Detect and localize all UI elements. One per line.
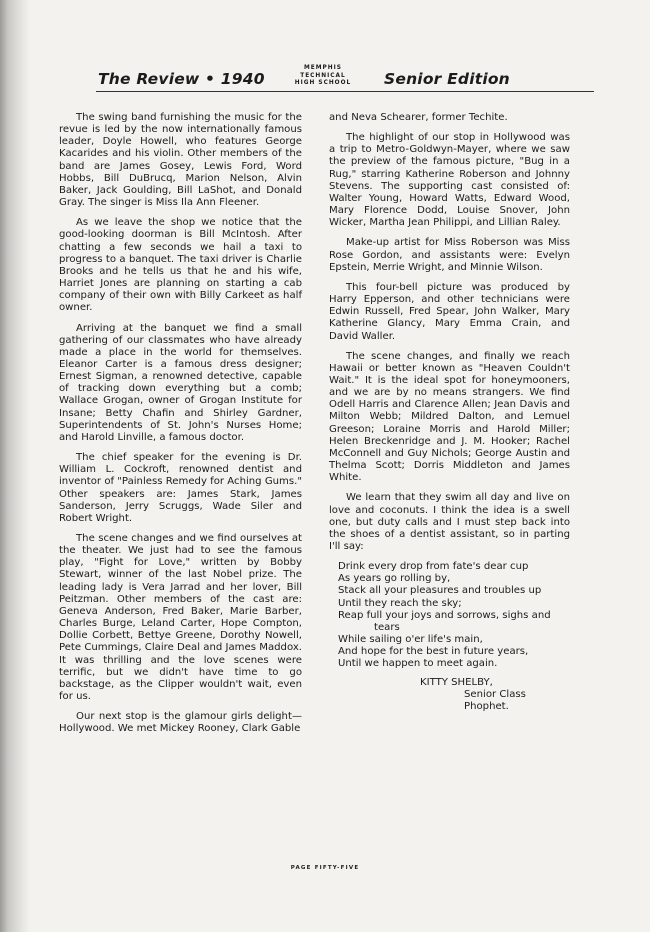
paragraph: Make-up artist for Miss Roberson was Miss Rose Gordon, and assistants were: Evelyn Epstein, Merrie Wright, and Minnie Wilson. xyxy=(329,237,570,273)
poem-line: Until we happen to meet again. xyxy=(338,658,498,670)
paragraph-continuation: and Neva Schearer, former Techite. xyxy=(329,112,508,123)
poem-line: Stack all your pleasures and troubles up xyxy=(338,585,542,597)
paragraph: This four-bell picture was produced by Harry Epperson, and other technicians were Edwin Russell, Fred Spear, John Walker, Mary Katherine Glancy, Mary Emma Crain, and David Waller. xyxy=(329,281,570,342)
paragraph: The highlight of our stop in Hollywood was a trip to Metro-Goldwyn-Mayer, where we saw the preview of the famous picture, "Bug in a Rug," starring Katherine Roberson and Johnny Stevens. The supporting cast consisted of: Walter Young, Howard Watts, Edward Wood, Mary Florence Dodd, Louise Snover, John Wicker, Martha Jean Philippi, and Lillian Raley. xyxy=(329,132,570,229)
signature-title: Senior Class Phophet. xyxy=(464,688,526,712)
poem-line: As years go rolling by, xyxy=(338,573,451,585)
school-name-line: MEMPHIS xyxy=(304,65,342,71)
header-edition: Senior Edition xyxy=(384,70,510,88)
running-header xyxy=(98,62,592,92)
paragraph: Our next stop is the glamour girls delight—Hollywood. We met Mickey Rooney, Clark Gable xyxy=(59,711,302,735)
paragraph: The swing band furnishing the music for the revue is led by the now internationally famous leader, Doyle Howell, who features George Kacarides and his violin. Other members of the band are James Gosey, Lewis Ford, Word Hobbs, Bill DuBrucq, Marion Nelson, Alvin Baker, Jack Goulding, Bill LaShot, and Donald Gray. The singer is Miss Ila Ann Fleener. xyxy=(59,112,302,209)
header-title: The Review • 1940 xyxy=(98,70,265,88)
school-name-block xyxy=(276,65,370,88)
signature-name: KITTY SHELBY, xyxy=(420,676,493,688)
page-edge-shadow xyxy=(0,0,30,932)
right-column xyxy=(329,112,570,713)
poem-line: tears xyxy=(374,621,400,633)
paragraph: The chief speaker for the evening is Dr. William L. Cockroft, renowned dentist and inventor of "Painless Remedy for Aching Gums." Other speakers are: James Stark, James Sanderson, Jerry Scruggs, Wade Siler and Robert Wright. xyxy=(59,452,302,524)
header-rule xyxy=(96,91,594,92)
left-column xyxy=(59,112,302,744)
page-number: PAGE FIFTY-FIVE xyxy=(290,865,360,871)
school-name-line: HIGH SCHOOL xyxy=(294,80,352,86)
paragraph: The scene changes, and finally we reach Hawaii or better known as "Heaven Couldn't Wait." It is the ideal spot for honeymooners, and we are by no means strangers. We find Odell Harris and Clarence Allen; Jean Davis and Milton Webb; Mildred Dalton, and Lemuel Greeson; Loraine Morris and Harold Miller; Helen Breckenridge and J. M. Hooker; Rachel McConnell and Guy Nichols; George Austin and Thelma Scott; Dorris Middleton and James White. xyxy=(329,350,570,484)
paragraph: The scene changes and we find ourselves at the theater. We just had to see the famous play, "Fight for Love," written by Bobby Stewart, winner of the last Nobel prize. The leading lady is Vera Jarrad and her lover, Bill Peitzman. Other members of the cast are: Geneva Anderson, Fred Baker, Marie Barber, Charles Burge, Leland Carter, Hope Compton, Dollie Corbett, Bettye Greene, Dorothy Nowell, Pete Cummings, Claire Deal and James Maddox. It was thrilling and the love scenes were terrific, but we didn't have time to go backstage, as the Clipper wouldn't wait, even for us. xyxy=(59,533,302,703)
paragraph: As we leave the shop we notice that the good-looking doorman is Bill McIntosh. After chatting a few seconds we hail a taxi to progress to a banquet. The taxi driver is Charlie Brooks and he tells us that he and his wife, Harriet Jones are planning on starting a cab company of their own with Billy Carkeet as half owner. xyxy=(59,217,302,314)
poem-line: While sailing o'er life's main, xyxy=(338,634,483,646)
poem-line: Until they reach the sky; xyxy=(338,597,462,609)
school-name-line: TECHNICAL xyxy=(300,72,346,79)
poem-line: Reap full your joys and sorrows, sighs and xyxy=(338,609,551,621)
paragraph: We learn that they swim all day and live on love and coconuts. I think the idea is a swell one, but duty calls and I must step back into the shoes of a dentist assistant, so in parting I'll say: xyxy=(329,492,570,552)
poem-line: Drink every drop from fate's dear cup xyxy=(338,561,529,573)
paragraph: Arriving at the banquet we find a small gathering of our classmates who have already made a place in the world for themselves. Eleanor Carter is a famous dress designer; Ernest Sigman, a renowned detective, capable of tracking down everything but a comb; Wallace Grogan, owner of Grogan Institute for Insane; Betty Chafin and Shirley Gardner, Superintendents of St. John's Nurses Home; and Harold Linville, a famous doctor. xyxy=(59,322,302,443)
poem-line: And hope for the best in future years, xyxy=(338,646,529,658)
poem xyxy=(338,561,570,670)
